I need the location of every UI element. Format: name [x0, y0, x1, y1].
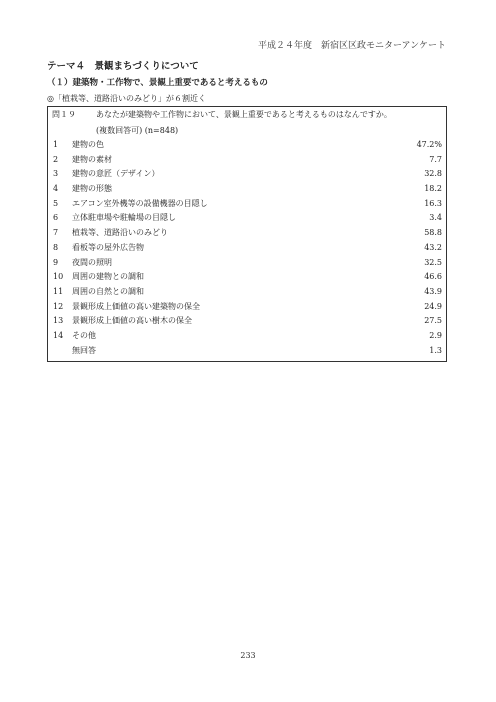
answer-row [48, 256, 446, 271]
answer-number: 7 [53, 228, 59, 238]
answer-number: 6 [53, 213, 59, 223]
answer-row [48, 226, 446, 241]
answer-number: 2 [53, 154, 59, 164]
answer-row [48, 329, 446, 344]
answer-label: 看板等の屋外広告物 [72, 242, 144, 252]
section-title: （１）建築物・工作物で、景観上重要であると考えるもの [47, 78, 268, 88]
answer-row [48, 300, 446, 315]
question-box [47, 106, 447, 362]
answer-row [48, 167, 446, 182]
answer-label: エアコン室外機等の設備機器の目隠し [72, 198, 208, 208]
answer-number: 4 [53, 184, 59, 194]
answer-row [48, 270, 446, 285]
answer-label: 建物の意匠（デザイン） [72, 169, 160, 179]
question-header [52, 109, 442, 120]
answer-number: 14 [53, 330, 64, 340]
answer-number: 13 [53, 316, 64, 326]
answer-row [48, 197, 446, 212]
answer-value: 43.9 [424, 286, 442, 296]
theme-title: テーマ４ 景観まちづくりについて [47, 61, 199, 72]
answer-row [48, 153, 446, 168]
answer-label: 建物の素材 [72, 154, 112, 164]
answer-value: 47.2% [416, 140, 442, 149]
question-subtext: (複数回答可) (n=848) [96, 126, 179, 135]
answer-value: 1.3 [429, 345, 442, 355]
answer-value: 32.5 [424, 257, 442, 267]
answer-label: 周囲の自然との調和 [72, 286, 144, 296]
answer-number: 12 [53, 301, 64, 311]
answer-value: 43.2 [424, 242, 442, 252]
answer-number: 5 [53, 198, 59, 208]
summary-note: ◎「植栽等、道路沿いのみどり」が６割近く [47, 94, 206, 103]
answer-row [48, 138, 446, 153]
answer-label: 建物の形態 [72, 184, 112, 194]
answer-number: 10 [53, 272, 64, 282]
question-id: 問１９ [52, 110, 76, 119]
answer-number: 3 [53, 169, 59, 179]
answer-row [48, 285, 446, 300]
answer-label: 夜間の照明 [72, 257, 112, 267]
answer-value: 32.8 [424, 169, 442, 179]
answer-number: 9 [53, 257, 59, 267]
answer-value: 46.6 [424, 272, 442, 282]
answer-number: 8 [53, 242, 59, 252]
answer-value: 7.7 [429, 154, 442, 164]
page-number: 233 [240, 651, 256, 660]
answer-value: 3.4 [429, 213, 442, 223]
answer-value: 24.9 [424, 301, 442, 311]
answer-label: 景観形成上価値の高い建築物の保全 [72, 301, 200, 311]
answer-row [48, 344, 446, 359]
answer-value: 58.8 [424, 228, 442, 238]
answer-label: 無回答 [72, 345, 96, 355]
answer-row [48, 182, 446, 197]
answer-value: 2.9 [429, 330, 442, 340]
answer-row [48, 241, 446, 256]
answer-label: 周囲の建物との調和 [72, 272, 144, 282]
question-text: あなたが建築物や工作物において、景観上重要であると考えるものはなんですか。 [96, 110, 392, 119]
answer-label: その他 [72, 330, 96, 340]
answer-number: 11 [53, 286, 64, 296]
answer-number: 1 [53, 140, 59, 149]
answer-row [48, 211, 446, 226]
answer-label: 植栽等、道路沿いのみどり [72, 228, 168, 238]
answer-label: 立体駐車場や駐輪場の目隠し [72, 213, 176, 223]
answer-label: 景観形成上価値の高い樹木の保全 [72, 316, 192, 326]
answer-value: 27.5 [424, 316, 442, 326]
answer-row [48, 314, 446, 329]
answer-value: 16.3 [424, 198, 442, 208]
answer-label: 建物の色 [72, 140, 104, 149]
answer-value: 18.2 [424, 184, 442, 194]
page-header: 平成２４年度 新宿区区政モニターアンケート [257, 41, 446, 51]
answer-list [48, 138, 446, 358]
